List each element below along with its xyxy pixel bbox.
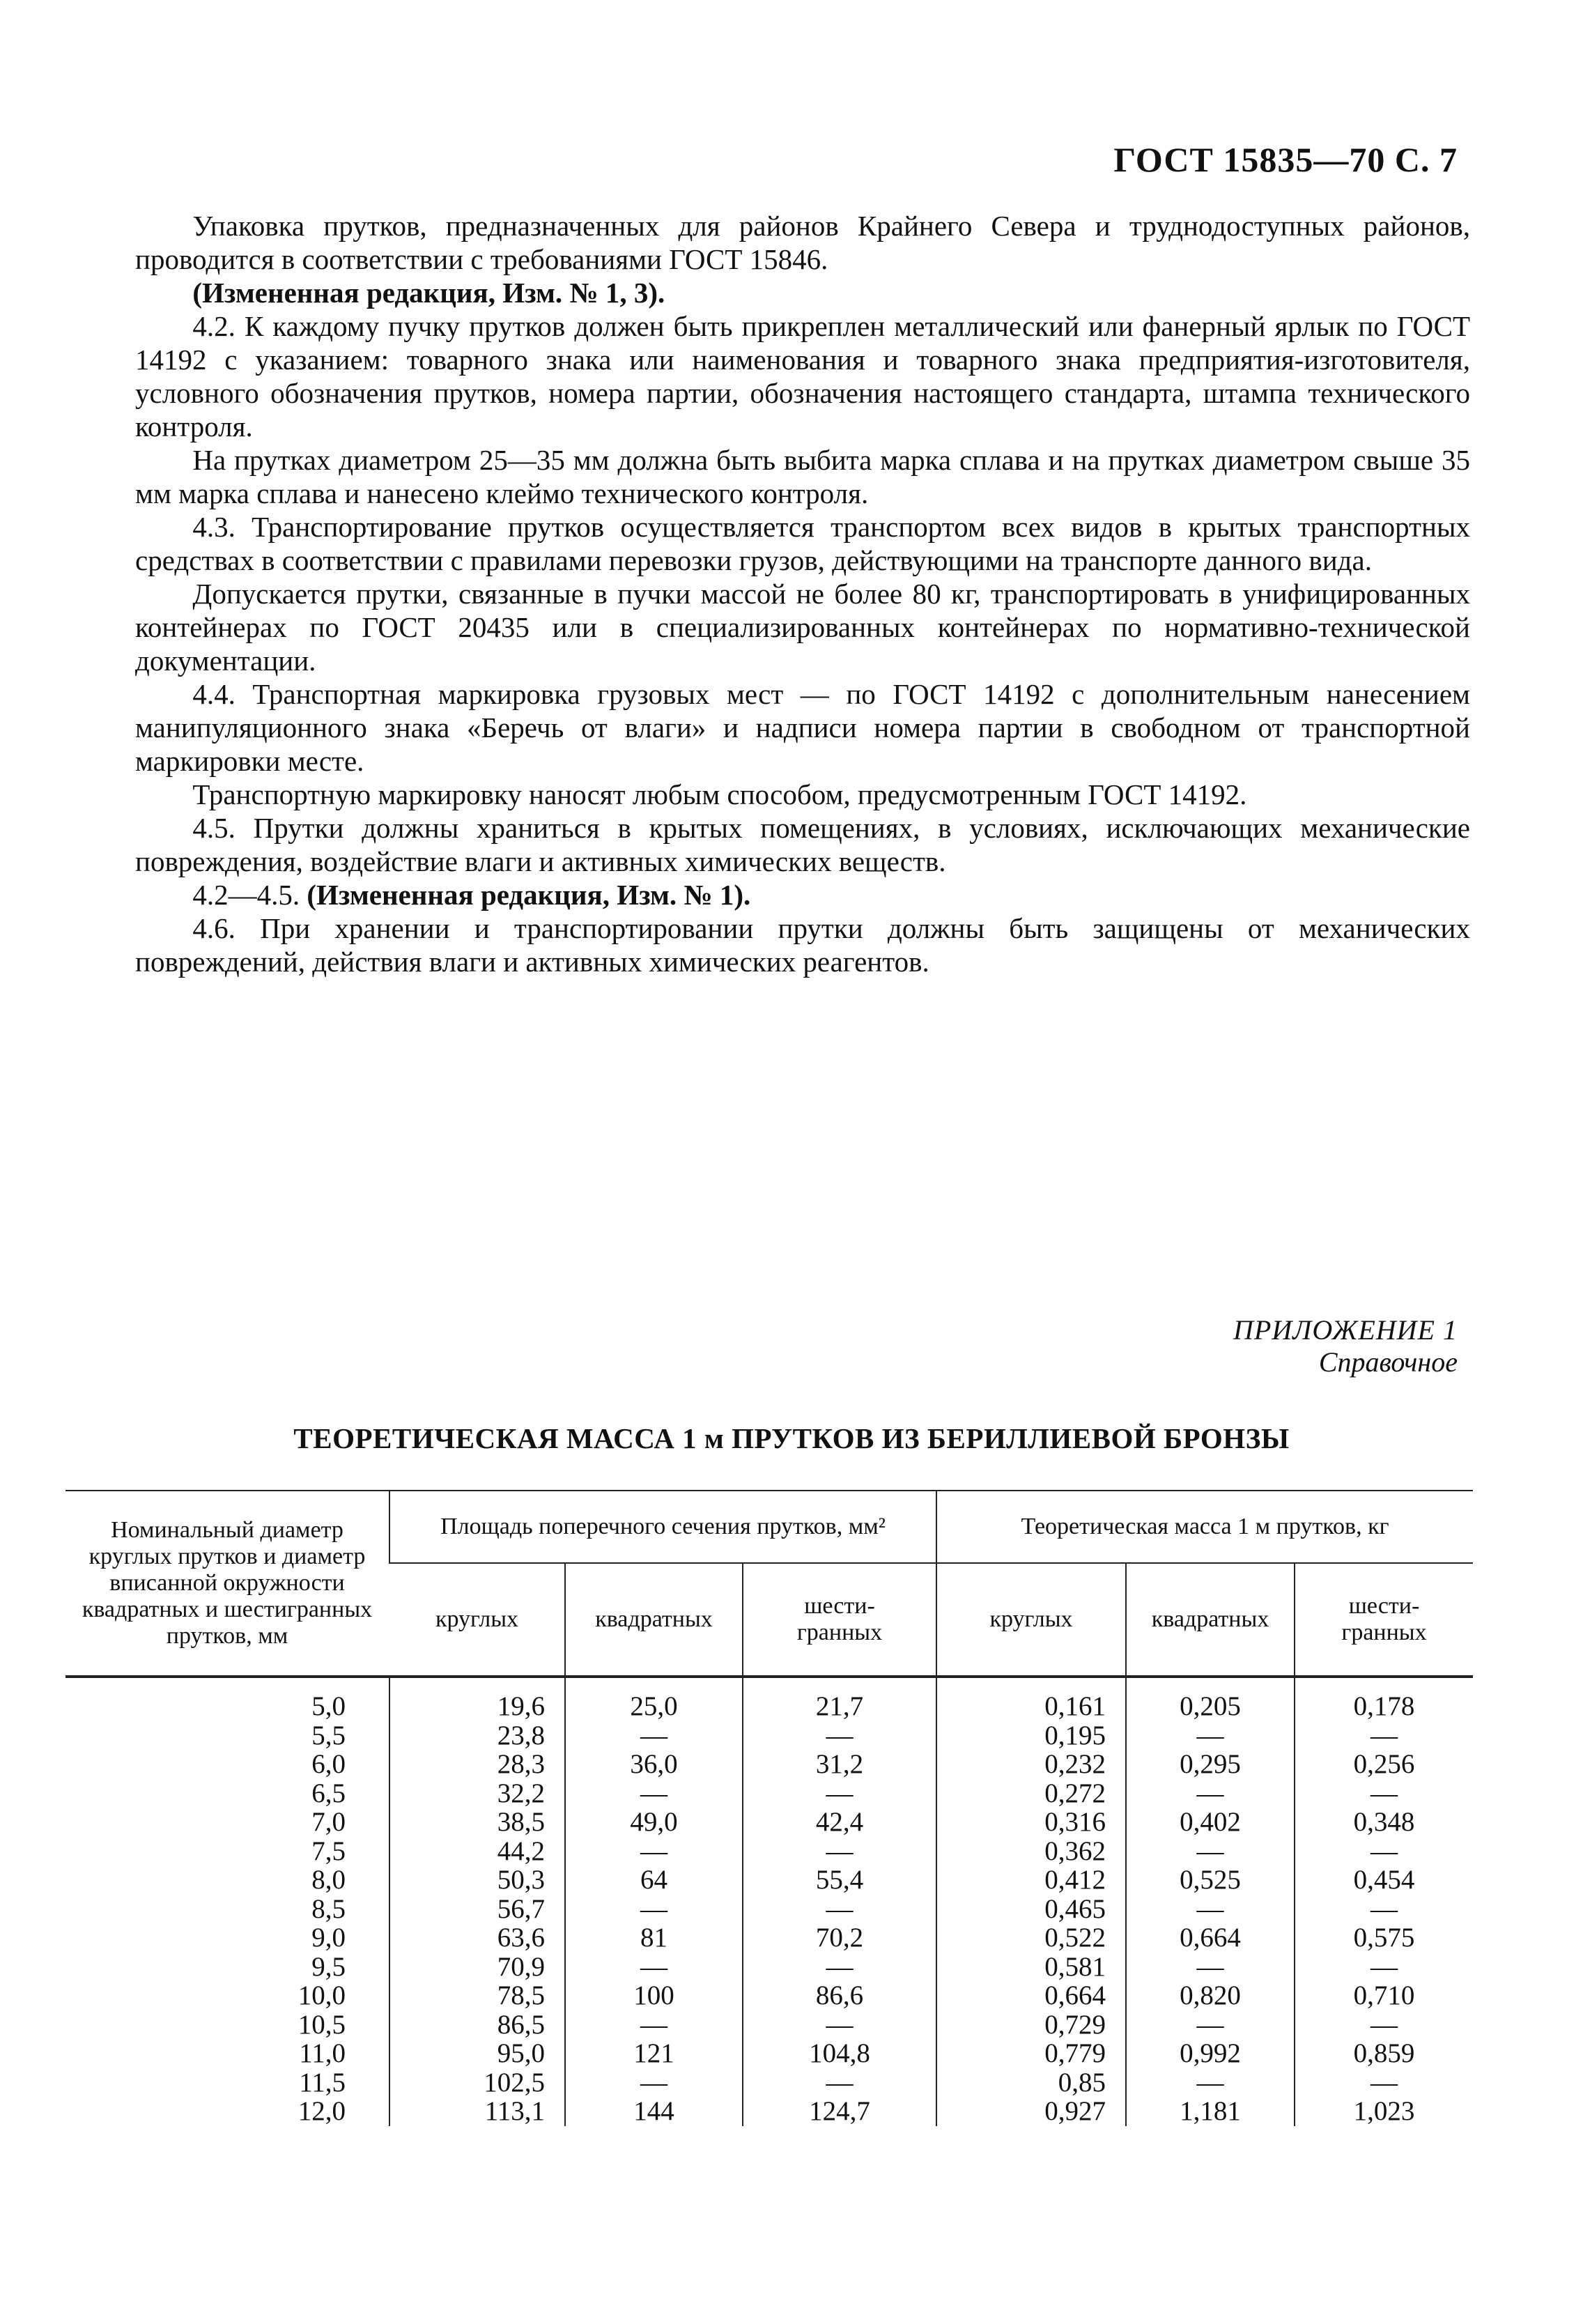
amendment-note-bold: (Измененная редакция, Изм. № 1, 3). [192,277,665,309]
cell-area-hex: 124,7 [743,2097,936,2126]
body-text [135,209,1470,978]
cell-area-round: 32,2 [389,1779,565,1808]
table-row [65,2097,1473,2126]
paragraph: 4.5. Прутки должны храниться в крытых помещениях, в условиях, исключающих механические повреждения, воздействие влаги и активных химических веществ. [135,812,1470,877]
amendment-note-prefix: 4.2—4.5. [192,879,300,911]
appendix-subtitle: Справочное [1318,1346,1458,1378]
table-row [65,1750,1473,1779]
cell-area-round: 50,3 [389,1865,565,1895]
cell-area-hex: — [743,1837,936,1866]
cell-mass-hex: 0,575 [1295,1923,1473,1953]
cell-area-round: 56,7 [389,1895,565,1924]
cell-mass-square: 0,820 [1126,1981,1295,2010]
cell-mass-round: 0,232 [936,1750,1126,1779]
cell-mass-hex: 0,454 [1295,1865,1473,1895]
cell-mass-round: 0,927 [936,2097,1126,2126]
cell-diameter: 7,0 [311,1807,346,1837]
cell-mass-square: 0,205 [1126,1677,1295,1721]
cell-area-hex: 86,6 [743,1981,936,2010]
paragraph: 4.6. При хранении и транспортировании прутки должны быть защищены от механических повреждений, действия влаги и активных химических реагентов. [135,912,1470,978]
cell-mass-hex: — [1295,1837,1473,1866]
cell-mass-round: 0,316 [936,1808,1126,1837]
cell-area-square: — [565,1779,743,1808]
cell-mass-square: 0,402 [1126,1808,1295,1837]
cell-area-square: — [565,1837,743,1866]
cell-mass-hex: — [1295,2068,1473,2098]
cell-area-round: 38,5 [389,1808,565,1837]
cell-mass-round: 0,161 [936,1677,1126,1721]
paragraph: 4.3. Транспортирование прутков осуществляется транспортом всех видов в крытых транспортных средствах в соответствии с правилами перевозки грузов, действующими на транспорте данного вида. [135,511,1470,576]
table-row [65,1808,1473,1837]
amendment-note [135,878,1470,911]
subheader-mass-square: квадратных [1126,1563,1295,1677]
mass-table [65,1490,1473,2126]
header-diameter: Номинальный диаметр круглых прутков и диаметр вписанной окружности квадратных и шестигранных прутков, мм [82,1517,373,1649]
cell-diameter: 7,5 [311,1836,346,1866]
cell-mass-square: 0,295 [1126,1750,1295,1779]
table-row [65,1895,1473,1924]
table-header [65,1491,1473,1677]
cell-area-round: 95,0 [389,2039,565,2068]
cell-area-round: 63,6 [389,1923,565,1953]
cell-area-hex: 104,8 [743,2039,936,2068]
cell-mass-round: 0,779 [936,2039,1126,2068]
cell-diameter: 5,5 [311,1720,346,1750]
cell-area-square: 100 [565,1981,743,2010]
cell-diameter: 8,0 [311,1865,346,1895]
cell-mass-round: 0,522 [936,1923,1126,1953]
cell-area-round: 28,3 [389,1750,565,1779]
cell-area-square: 36,0 [565,1750,743,1779]
appendix-title: ПРИЛОЖЕНИЕ 1 [1233,1314,1458,1346]
cell-diameter: 6,5 [311,1778,346,1808]
cell-area-hex: — [743,2068,936,2098]
cell-area-square: — [565,1721,743,1750]
cell-mass-round: 0,664 [936,1981,1126,2010]
cell-area-round: 113,1 [389,2097,565,2126]
cell-area-hex: 55,4 [743,1865,936,1895]
paragraph: 4.2. К каждому пучку прутков должен быть прикреплен металлический или фанерный ярлык по ГОСТ 14192 с указанием: товарного знака или наименования и товарного знака предприятия-изготовителя, условного обозначения прутков, номера партии, обозначения настоящего стандарта, штампа технического контроля. [135,310,1470,443]
table-row [65,2068,1473,2098]
cell-mass-round: 0,85 [936,2068,1126,2098]
cell-area-hex: 42,4 [743,1808,936,1837]
cell-mass-hex: 0,178 [1295,1677,1473,1721]
cell-area-round: 70,9 [389,1953,565,1982]
paragraph: На прутках диаметром 25—35 мм должна быть выбита марка сплава и на прутках диаметром свыше 35 мм марка сплава и нанесено клеймо технического контроля. [135,444,1470,509]
cell-area-round: 86,5 [389,2010,565,2040]
cell-area-round: 23,8 [389,1721,565,1750]
cell-mass-hex: — [1295,2010,1473,2040]
cell-diameter: 10,5 [298,2009,346,2040]
cell-diameter: 5,0 [311,1691,346,1721]
cell-mass-round: 0,465 [936,1895,1126,1924]
cell-area-hex: — [743,1895,936,1924]
subheader-area-round: круглых [435,1606,519,1632]
cell-mass-hex: 0,256 [1295,1750,1473,1779]
cell-area-square: 25,0 [565,1677,743,1721]
amendment-note-bold: (Измененная редакция, Изм. № 1). [307,879,751,911]
cell-area-square: 49,0 [565,1808,743,1837]
cell-mass-hex: 0,348 [1295,1808,1473,1837]
cell-diameter: 9,5 [311,1951,346,1982]
header-area: Площадь поперечного сечения прутков, мм² [389,1491,936,1563]
subheader-area-hex: шести- гранных [743,1563,936,1677]
subheader-mass-round: круглых [936,1563,1126,1677]
paragraph: Допускается прутки, связанные в пучки массой не более 80 кг, транспортировать в унифицированных контейнерах по ГОСТ 20435 или в специализированных контейнерах по нормативно-технической документации. [135,578,1470,677]
cell-diameter: 12,0 [298,2096,346,2126]
cell-diameter: 9,0 [311,1923,346,1953]
cell-mass-round: 0,412 [936,1865,1126,1895]
cell-mass-hex: 0,859 [1295,2039,1473,2068]
cell-area-square: — [565,2010,743,2040]
amendment-note [135,276,1470,309]
paragraph: Транспортную маркировку наносят любым способом, предусмотренным ГОСТ 14192. [192,778,1247,810]
cell-diameter: 8,5 [311,1893,346,1924]
cell-area-square: — [565,2068,743,2098]
cell-area-hex: — [743,1721,936,1750]
table-body [65,1677,1473,2126]
cell-area-round: 44,2 [389,1837,565,1866]
cell-area-square: 81 [565,1923,743,1953]
cell-area-hex: — [743,2010,936,2040]
cell-area-round: 78,5 [389,1981,565,2010]
table-row [65,1923,1473,1953]
cell-area-square: — [565,1895,743,1924]
cell-mass-square: — [1126,1895,1295,1924]
cell-mass-hex: 0,710 [1295,1981,1473,2010]
cell-mass-round: 0,272 [936,1779,1126,1808]
cell-area-hex: — [743,1779,936,1808]
paragraph: Упаковка прутков, предназначенных для районов Крайнего Севера и труднодоступных районов, проводится в соответствии с требованиями ГОСТ 15846. [135,210,1470,275]
cell-mass-round: 0,581 [936,1953,1126,1982]
subheader-mass-hex: шести- гранных [1295,1563,1473,1677]
table-row [65,2039,1473,2068]
cell-mass-hex: 1,023 [1295,2097,1473,2126]
cell-diameter: 6,0 [311,1749,346,1779]
appendix-label [1233,1314,1458,1378]
cell-mass-square: — [1126,2010,1295,2040]
paragraph: 4.4. Транспортная маркировка грузовых мест — по ГОСТ 14192 с дополнительным нанесением манипуляционного знака «Беречь от влаги» и надписи номера партии в свободном от транспортной маркировки месте. [135,678,1470,777]
cell-area-hex: — [743,1953,936,1982]
cell-mass-square: 0,525 [1126,1865,1295,1895]
table-row [65,1721,1473,1750]
cell-diameter: 11,5 [299,2067,346,2098]
subheader-area-square: квадратных [565,1563,743,1677]
cell-area-square: 144 [565,2097,743,2126]
cell-mass-square: — [1126,1779,1295,1808]
table-row [65,2010,1473,2040]
cell-mass-square: 0,992 [1126,2039,1295,2068]
cell-mass-round: 0,729 [936,2010,1126,2040]
cell-area-square: 64 [565,1865,743,1895]
cell-area-square: — [565,1953,743,1982]
table-title: ТЕОРЕТИЧЕСКАЯ МАССА 1 м ПРУТКОВ ИЗ БЕРИЛЛИЕВОЙ БРОНЗЫ [293,1422,1290,1454]
cell-mass-hex: — [1295,1953,1473,1982]
cell-diameter: 11,0 [299,2038,346,2068]
cell-mass-square: — [1126,1721,1295,1750]
cell-mass-hex: — [1295,1721,1473,1750]
cell-area-hex: 21,7 [743,1677,936,1721]
table-row [65,1677,1473,1721]
page-header: ГОСТ 15835—70 С. 7 [1113,140,1458,179]
cell-mass-round: 0,195 [936,1721,1126,1750]
cell-area-square: 121 [565,2039,743,2068]
table-row [65,1865,1473,1895]
table-row [65,1837,1473,1866]
cell-diameter: 10,0 [298,1980,346,2010]
cell-mass-square: — [1126,2068,1295,2098]
cell-area-hex: 70,2 [743,1923,936,1953]
cell-mass-square: 0,664 [1126,1923,1295,1953]
cell-area-hex: 31,2 [743,1750,936,1779]
table-row [65,1953,1473,1982]
cell-mass-square: — [1126,1837,1295,1866]
cell-area-round: 102,5 [389,2068,565,2098]
cell-area-round: 19,6 [389,1677,565,1721]
cell-mass-square: 1,181 [1126,2097,1295,2126]
cell-mass-round: 0,362 [936,1837,1126,1866]
cell-mass-hex: — [1295,1895,1473,1924]
table-row [65,1981,1473,2010]
table-row [65,1779,1473,1808]
cell-mass-hex: — [1295,1779,1473,1808]
header-mass: Теоретическая масса 1 м прутков, кг [936,1491,1473,1563]
cell-mass-square: — [1126,1953,1295,1982]
